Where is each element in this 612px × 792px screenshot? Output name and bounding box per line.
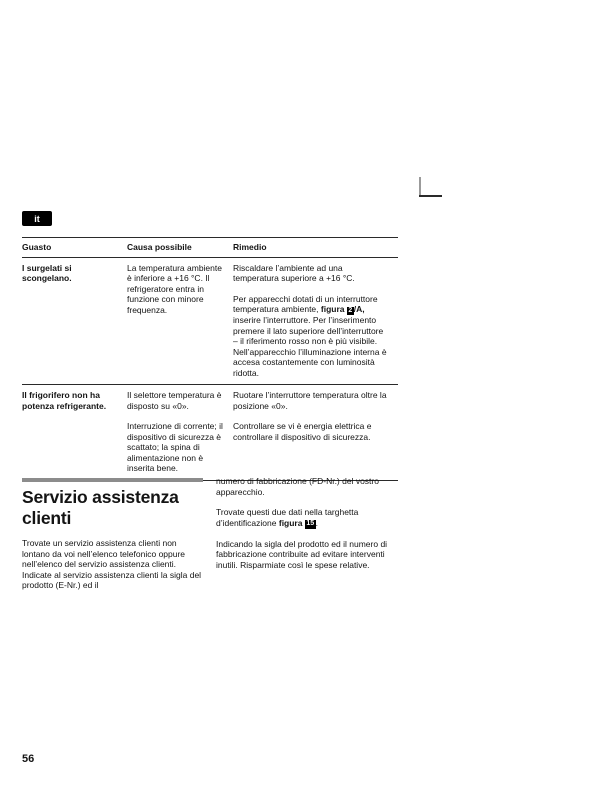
- cause-paragraph: Il selettore temperatura è disposto su «0».: [127, 390, 222, 411]
- remedy-cell: [233, 390, 398, 474]
- figure-number-badge: 2: [348, 306, 353, 314]
- crop-mark-horizontal: [419, 195, 442, 197]
- fault-cell: [22, 390, 127, 474]
- service-paragraph: Trovate un servizio assistenza clienti non lontano da voi nell’elenco telefonico oppure nell’elenco del servizio assistenza clienti. Indicate al servizio assistenza clienti la sigla del prodotto (E-Nr.) ed il: [22, 538, 202, 590]
- table-row: [22, 258, 398, 385]
- cause-cell: [127, 263, 233, 379]
- service-text: Trovate questi due dati nella targhetta d’identificazione: [216, 507, 359, 528]
- language-badge: it: [22, 211, 52, 226]
- figure-label: figura: [278, 517, 305, 528]
- cause-cell: [127, 390, 233, 474]
- column-header-rimedio: Rimedio: [233, 242, 267, 252]
- service-text: .: [315, 517, 319, 528]
- troubleshooting-table: [22, 237, 398, 481]
- remedy-paragraph: [233, 294, 388, 379]
- remedy-text: Per apparecchi dotati di un interruttore temperatura ambiente,: [233, 293, 378, 314]
- remedy-cell: [233, 263, 398, 379]
- cause-paragraph: La temperatura ambiente è inferiore a +16 °C. Il refrigeratore entra in funzione con minore frequenza.: [127, 262, 222, 315]
- service-section: [22, 471, 398, 601]
- section-title: Servizio assistenza clienti: [22, 487, 179, 528]
- remedy-paragraph: Controllare se vi è energia elettrica e controllare il dispositivo di sicurezza.: [233, 421, 372, 442]
- fault-text: Il frigorifero non ha potenza refrigerante.: [22, 390, 107, 411]
- service-paragraph: [216, 507, 398, 529]
- remedy-paragraph: Ruotare l’interruttore temperatura oltre la posizione «0».: [233, 390, 387, 411]
- service-right-column: [216, 471, 398, 601]
- table-header-row: [22, 238, 398, 258]
- remedy-paragraph: Riscaldare l’ambiente ad una temperatura superiore a +16 °C.: [233, 262, 355, 283]
- fault-cell: [22, 263, 127, 379]
- remedy-text: inserire l’interruttore. Per l’inserimento premere il lato superiore dell’interruttore – il riferimento rosso non è più visibile. Nell’apparecchio l’illuminazione interna è accesa costantemente con luminosità ridotta.: [233, 315, 387, 378]
- figure-label: figura: [320, 304, 347, 314]
- page-number: 56: [22, 753, 35, 765]
- fault-text: I surgelati si scongelano.: [22, 262, 72, 283]
- column-header-causa: Causa possibile: [127, 242, 192, 252]
- figure-suffix: /A,: [353, 304, 365, 314]
- crop-mark-vertical: [419, 177, 421, 197]
- service-paragraph: Indicando la sigla del prodotto ed il numero di fabbricazione contribuite ad evitare interventi inutili. Risparmiate così le spese relative.: [216, 538, 388, 570]
- column-header-guasto: Guasto: [22, 242, 52, 252]
- section-heading-bar: [22, 478, 203, 482]
- table-row: [22, 384, 398, 480]
- figure-number-badge: 15: [306, 520, 315, 527]
- cause-paragraph: Interruzione di corrente; il dispositivo di sicurezza è scattato; la spina di alimentazione non è inserita bene.: [127, 421, 223, 473]
- service-left-column: [22, 471, 204, 601]
- service-paragraph: numero di fabbricazione (FD-Nr.) del vostro apparecchio.: [216, 476, 379, 497]
- table-body: [22, 258, 398, 481]
